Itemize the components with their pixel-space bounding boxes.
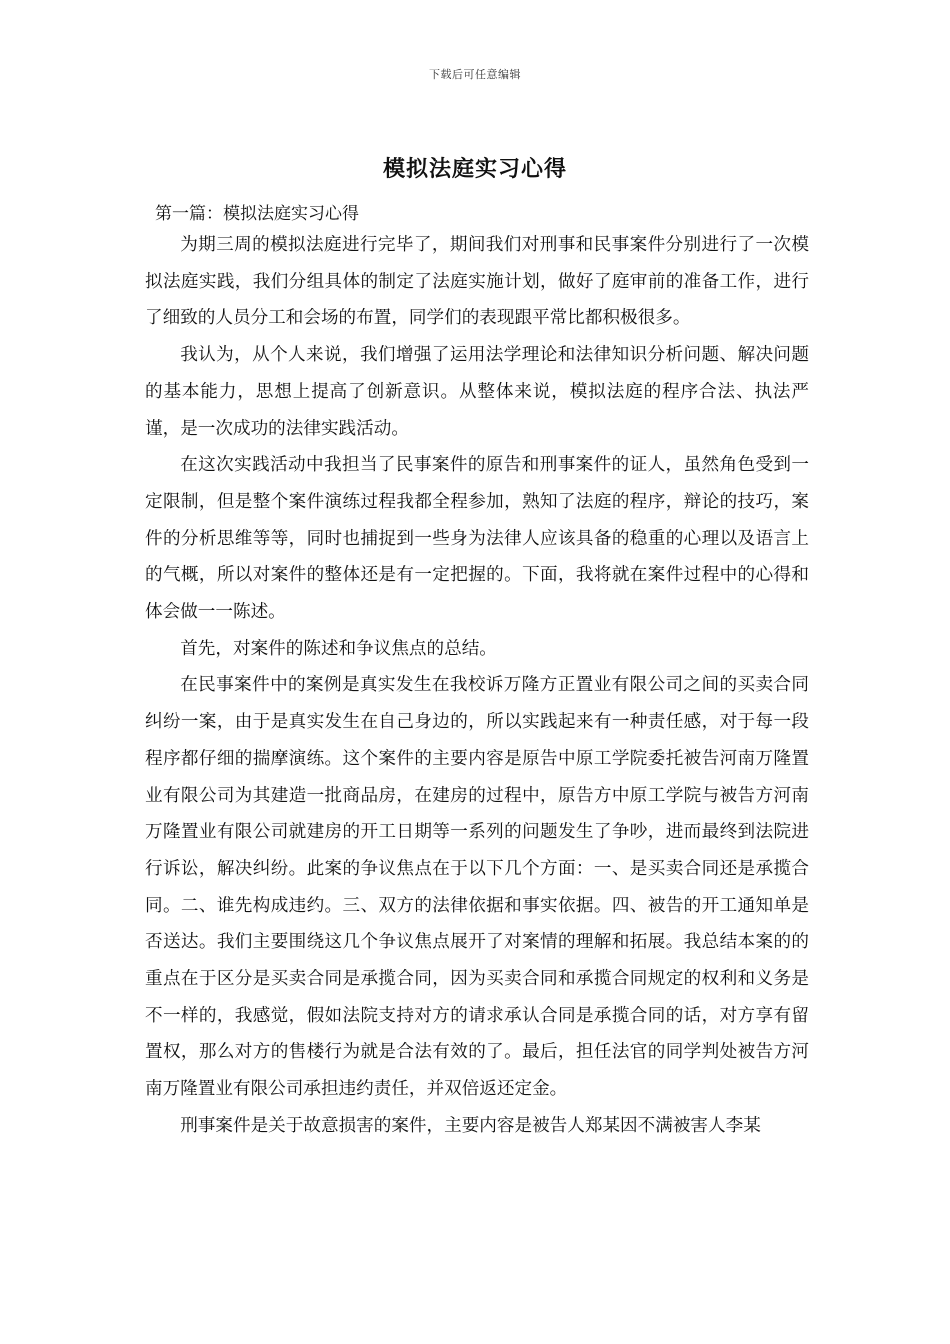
header-note: 下载后可任意编辑 xyxy=(429,68,521,81)
paragraph: 在民事案件中的案例是真实发生在我校诉万隆方正置业有限公司之间的买卖合同纠纷一案，由于是真实发生在自己身边的，所以实践起来有一种责任感，对于每一段程序都仔细的揣摩演练。这个案件的主要内容是原告中原工学院委托被告河南万隆置业有限公司为其建造一批商品房，在建房的过程中，原告方中原工学院与被告方河南万隆置业有限公司就建房的开工日期等一系列的问题发生了争吵，进而最终到法院进行诉讼，解决纠纷。此案的争议焦点在于以下几个方面：一、是买卖合同还是承揽合同。二、谁先构成违约。三、双方的法律依据和事实依据。四、被告的开工通知单是否送达。我们主要围绕这几个争议焦点展开了对案情的理解和拓展。我总结本案的的重点在于区分是买卖合同是承揽合同，因为买卖合同和承揽合同规定的权利和义务是不一样的，我感觉，假如法院支持对方的请求承认合同是承揽合同的话，对方享有留置权，那么对方的售楼行为就是合法有效的了。最后，担任法官的同学判处被告方河南万隆置业有限公司承担违约责任，并双倍返还定金。 xyxy=(145,675,809,1100)
document-body xyxy=(145,227,809,1145)
paragraph: 首先，对案件的陈述和争议焦点的总结。 xyxy=(180,638,497,659)
paragraph: 为期三周的模拟法庭进行完毕了，期间我们对刑事和民事案件分别进行了一次模拟法庭实践，我们分组具体的制定了法庭实施计划，做好了庭审前的准备工作，进行了细致的人员分工和会场的布置，同学们的表现跟平常比都积极很多。 xyxy=(145,235,809,329)
document-title: 模拟法庭实习心得 xyxy=(382,156,567,182)
paragraph: 在这次实践活动中我担当了民事案件的原告和刑事案件的证人，虽然角色受到一定限制，但是整个案件演练过程我都全程参加，熟知了法庭的程序，辩论的技巧，案件的分析思维等等，同时也捕捉到一些身为法律人应该具备的稳重的心理以及语言上的气概，所以对案件的整体还是有一定把握的。下面，我将就在案件过程中的心得和体会做一一陈述。 xyxy=(145,455,809,623)
paragraph: 刑事案件是关于故意损害的案件，主要内容是被告人郑某因不满被害人李某 xyxy=(180,1115,761,1136)
paragraph: 我认为，从个人来说，我们增强了运用法学理论和法律知识分析问题、解决问题的基本能力，思想上提高了创新意识。从整体来说，模拟法庭的程序合法、执法严谨，是一次成功的法律实践活动。 xyxy=(145,345,809,439)
document-subtitle: 第一篇：模拟法庭实习心得 xyxy=(155,204,359,224)
